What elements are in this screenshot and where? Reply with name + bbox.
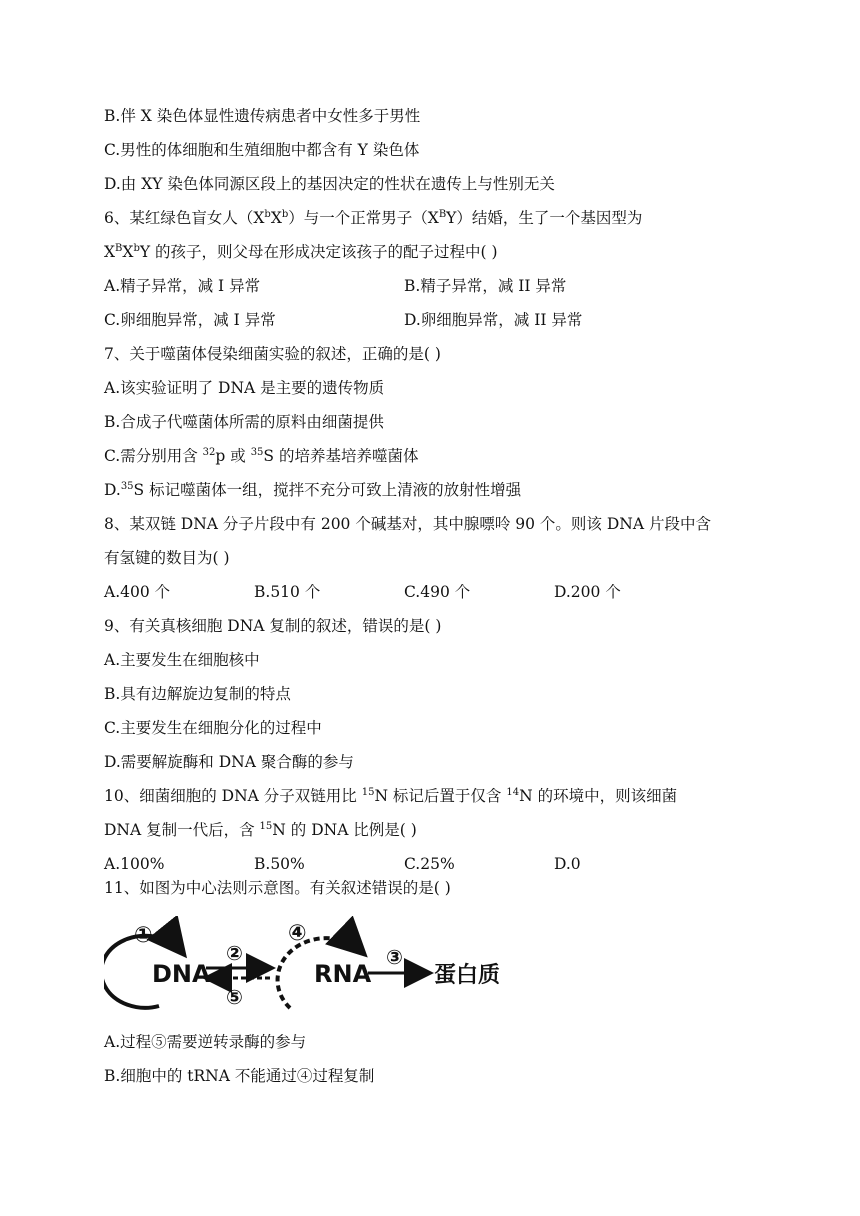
q9-option-d: D.需要解旋酶和 DNA 聚合酶的参与 bbox=[104, 753, 354, 771]
process-4-label: ④ bbox=[288, 921, 307, 946]
q9-option-b: B.具有边解旋边复制的特点 bbox=[104, 685, 291, 703]
process-1-label: ① bbox=[134, 923, 153, 948]
q9-option-c: C.主要发生在细胞分化的过程中 bbox=[104, 719, 322, 737]
q10-option-d: D.0 bbox=[554, 855, 581, 873]
q5-option-c: C.男性的体细胞和生殖细胞中都含有 Y 染色体 bbox=[104, 141, 420, 159]
process-3-label: ③ bbox=[386, 945, 403, 969]
q8-option-c: C.490 个 bbox=[404, 583, 471, 601]
q10-stem-line2: DNA 复制一代后，含 $^{15}$N 的 DNA 比例是( ) bbox=[104, 820, 417, 839]
q8-option-d: D.200 个 bbox=[554, 583, 621, 601]
q8-option-a: A.400 个 bbox=[104, 583, 171, 601]
q5-option-d: D.由 XY 染色体同源区段上的基因决定的性状在遗传上与性别无关 bbox=[104, 175, 555, 193]
process-5-label: ⑤ bbox=[226, 985, 243, 1009]
q11-option-b: B.细胞中的 tRNA 不能通过④过程复制 bbox=[104, 1067, 375, 1085]
q9-option-a: A.主要发生在细胞核中 bbox=[104, 651, 260, 669]
q6-option-a: A.精子异常，减 I 异常 bbox=[104, 277, 261, 295]
q10-option-c: C.25% bbox=[404, 855, 455, 873]
q9-stem: 9、有关真核细胞 DNA 复制的叙述，错误的是( ) bbox=[104, 617, 442, 635]
q8-option-b: B.510 个 bbox=[254, 583, 321, 601]
q6-option-b: B.精子异常，减 II 异常 bbox=[404, 277, 567, 295]
q7-stem: 7、关于噬菌体侵染细菌实验的叙述，正确的是( ) bbox=[104, 345, 441, 363]
q11-stem: 11、如图为中心法则示意图。有关叙述错误的是( ) bbox=[104, 879, 451, 897]
q7-option-d: D.$^{35}$S 标记噬菌体一组，搅拌不充分可致上清液的放射性增强 bbox=[104, 480, 522, 499]
dna-label: DNA bbox=[152, 960, 211, 988]
rna-label: RNA bbox=[314, 960, 372, 988]
q8-stem-line1: 8、某双链 DNA 分子片段中有 200 个碱基对，其中腺嘌呤 90 个。则该 DNA 片段中含 bbox=[104, 515, 711, 533]
q7-option-c: C.需分别用含 $^{32}$p 或 $^{35}$S 的培养基培养噬菌体 bbox=[104, 446, 419, 465]
process-2-label: ② bbox=[226, 941, 243, 965]
q11-option-a: A.过程⑤需要逆转录酶的参与 bbox=[104, 1033, 307, 1051]
q7-option-a: A.该实验证明了 DNA 是主要的遗传物质 bbox=[104, 379, 385, 397]
q5-option-b: B.伴 X 染色体显性遗传病患者中女性多于男性 bbox=[104, 107, 421, 125]
protein-label: 蛋白质 bbox=[434, 963, 501, 988]
q10-stem-line1: 10、细菌细胞的 DNA 分子双链用比 $^{15}$N 标记后置于仅含 $^{14}$N 的环境中，则该细菌 bbox=[104, 786, 678, 805]
q8-stem-line2: 有氢键的数目为( ) bbox=[104, 549, 230, 567]
q6-stem-line2: $X^BX^bY$ 的孩子，则父母在形成决定该孩子的配子过程中( ) bbox=[104, 242, 498, 261]
central-dogma-diagram bbox=[104, 916, 524, 1016]
q7-option-b: B.合成子代噬菌体所需的原料由细菌提供 bbox=[104, 413, 384, 431]
q6-option-c: C.卵细胞异常，减 I 异常 bbox=[104, 311, 276, 329]
q10-option-b: B.50% bbox=[254, 855, 305, 873]
q6-stem-line1: 6、某红绿色盲女人$(X^bX^b)$与一个正常男子$(X^BY)$结婚，生了一个基因型为 bbox=[104, 208, 643, 227]
q10-option-a: A.100% bbox=[104, 855, 165, 873]
q6-option-d: D.卵细胞异常，减 II 异常 bbox=[404, 311, 583, 329]
